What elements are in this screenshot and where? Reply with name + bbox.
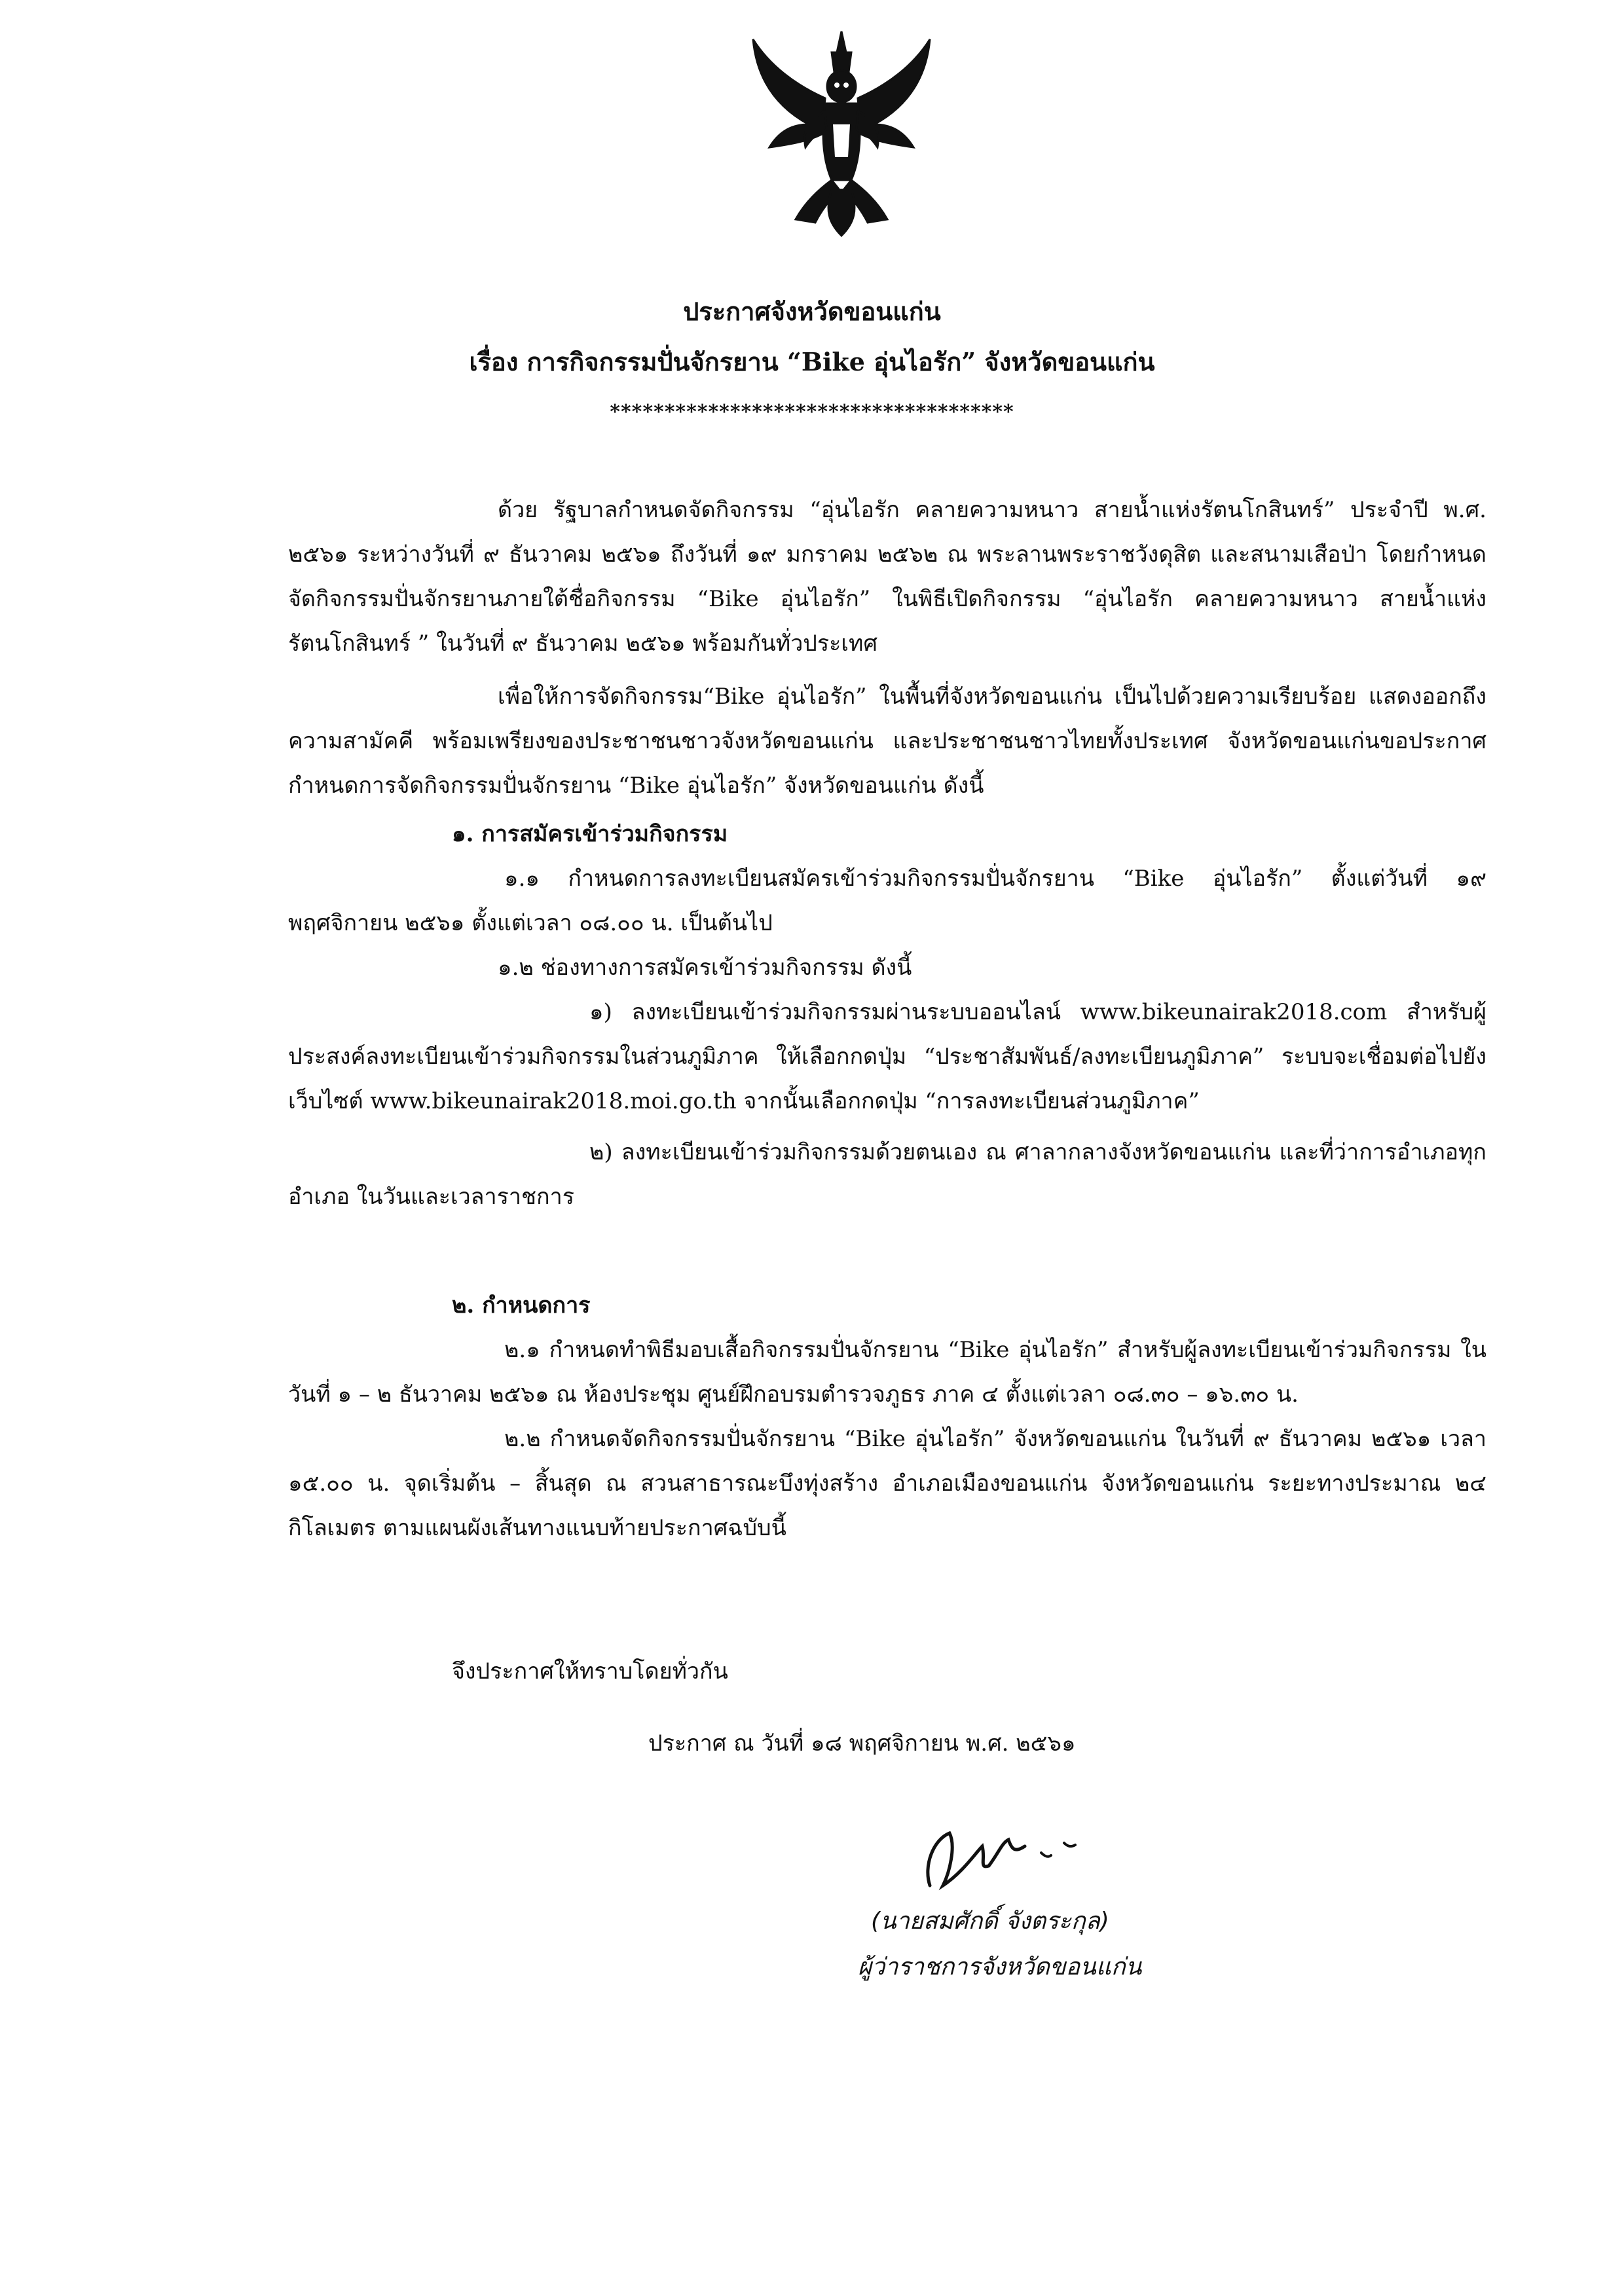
registration-channel-2: ๒) ลงทะเบียนเข้าร่วมกิจกรรมด้วยตนเอง ณ ศาลากลางจังหวัดขอนแก่น และที่ว่าการอำเภอทุกอำเภอ ในวันและเวลาราชการ <box>288 1139 1486 1210</box>
intro-text-2: เพื่อให้การจัดกิจกรรม“Bike อุ่นไอรัก” ในพื้นที่จังหวัดขอนแก่น เป็นไปด้วยความเรียบร้อย แสดงออกถึงความสามัคคี พร้อมเพรียงของประชาชนชาวจังหวัดขอนแก่น และประชาชนชาวไทยทั้งประเทศ จังหวัดขอนแก่นขอประกาศกำหนดการจัดกิจกรรมปั่นจักรยาน “Bike อุ่นไอรัก” จังหวัดขอนแก่น ดังนี้ <box>288 683 1486 799</box>
intro-paragraph-2 <box>288 674 1486 808</box>
intro-text-1: ด้วย รัฐบาลกำหนดจัดกิจกรรม “อุ่นไอรัก คลายความหนาว สายน้ำแห่งรัตนโกสินทร์” ประจำปี พ.ศ. ๒๕๖๑ ระหว่างวันที่ ๙ ธันวาคม ๒๕๖๑ ถึงวันที่ ๑๙ มกราคม ๒๕๖๒ ณ พระลานพระราชวังดุสิต และสนามเสือป่า โดยกำหนดจัดกิจกรรมปั่นจักรยานภายใต้ชื่อกิจกรรม “Bike อุ่นไอรัก” ในพิธีเปิดกิจกรรม “อุ่นไอรัก คลายความหนาว สายน้ำแห่งรัตนโกสินทร์ ” ในวันที่ ๙ ธันวาคม ๒๕๖๑ พร้อมกันทั่วประเทศ <box>288 497 1486 657</box>
section-1-heading: ๑. การสมัครเข้าร่วมกิจกรรม <box>452 821 728 847</box>
section-1-item-2: ๑.๒ ช่องทางการสมัครเข้าร่วมกิจกรรม ดังนี้ <box>498 955 912 981</box>
intro-paragraph-1 <box>288 488 1486 666</box>
section-1 <box>288 812 1486 1219</box>
closing-statement: จึงประกาศให้ทราบโดยทั่วกัน <box>452 1658 728 1685</box>
signatory-name: (นายสมศักดิ์ จังตระกุล) <box>871 1908 1109 1935</box>
announcement-date: ประกาศ ณ วันที่ ๑๘ พฤศจิกายน พ.ศ. ๒๕๖๑ <box>648 1730 1076 1757</box>
announcement-subject: เรื่อง การกิจกรรมปั่นจักรยาน “Bike อุ่นไอรัก” จังหวัดขอนแก่น <box>469 347 1155 376</box>
garuda-emblem-icon <box>733 26 950 242</box>
section-2-heading: ๒. กำหนดการ <box>452 1292 591 1319</box>
handwritten-signature-icon <box>904 1807 1100 1899</box>
announcement-title: ประกาศจังหวัดขอนแก่น <box>683 297 941 326</box>
registration-channel-1: ๑) ลงทะเบียนเข้าร่วมกิจกรรมผ่านระบบออนไลน์ www.bikeunairak2018.com สำหรับผู้ประสงค์ลงทะเบียนเข้าร่วมกิจกรรมในส่วนภูมิภาค ให้เลือกกดปุ่ม “ประชาสัมพันธ์/ลงทะเบียนภูมิภาค” ระบบจะเชื่อมต่อไปยังเว็บไซต์ www.bikeunairak2018.moi.go.th จากนั้นเลือกกดปุ่ม “การลงทะเบียนส่วนภูมิภาค” <box>288 999 1486 1114</box>
signatory-position: ผู้ว่าราชการจังหวัดขอนแก่น <box>858 1954 1142 1980</box>
section-2-item-2: ๒.๒ กำหนดจัดกิจกรรมปั่นจักรยาน “Bike อุ่นไอรัก” จังหวัดขอนแก่น ในวันที่ ๙ ธันวาคม ๒๕๖๑ เวลา ๑๕.๐๐ น. จุดเริ่มต้น – สิ้นสุด ณ สวนสาธารณะบึงทุ่งสร้าง อำเภอเมืองขอนแก่น จังหวัดขอนแก่น ระยะทางประมาณ ๒๔ กิโลเมตร ตามแผนผังเส้นทางแนบท้ายประกาศฉบับนี้ <box>288 1426 1486 1541</box>
section-1-item-1: ๑.๑ กำหนดการลงทะเบียนสมัครเข้าร่วมกิจกรรมปั่นจักรยาน “Bike อุ่นไอรัก” ตั้งแต่วันที่ ๑๙ พฤศจิกายน ๒๕๖๑ ตั้งแต่เวลา ๐๘.๐๐ น. เป็นต้นไป <box>288 866 1486 936</box>
separator-line: ************************************* <box>610 401 1014 424</box>
section-2 <box>288 1283 1486 1550</box>
section-2-item-1: ๒.๑ กำหนดทำพิธีมอบเสื้อกิจกรรมปั่นจักรยาน “Bike อุ่นไอรัก” สำหรับผู้ลงทะเบียนเข้าร่วมกิจกรรม ในวันที่ ๑ – ๒ ธันวาคม ๒๕๖๑ ณ ห้องประชุม ศูนย์ฝึกอบรมตำรวจภูธร ภาค ๔ ตั้งแต่เวลา ๐๘.๓๐ – ๑๖.๓๐ น. <box>288 1337 1486 1408</box>
